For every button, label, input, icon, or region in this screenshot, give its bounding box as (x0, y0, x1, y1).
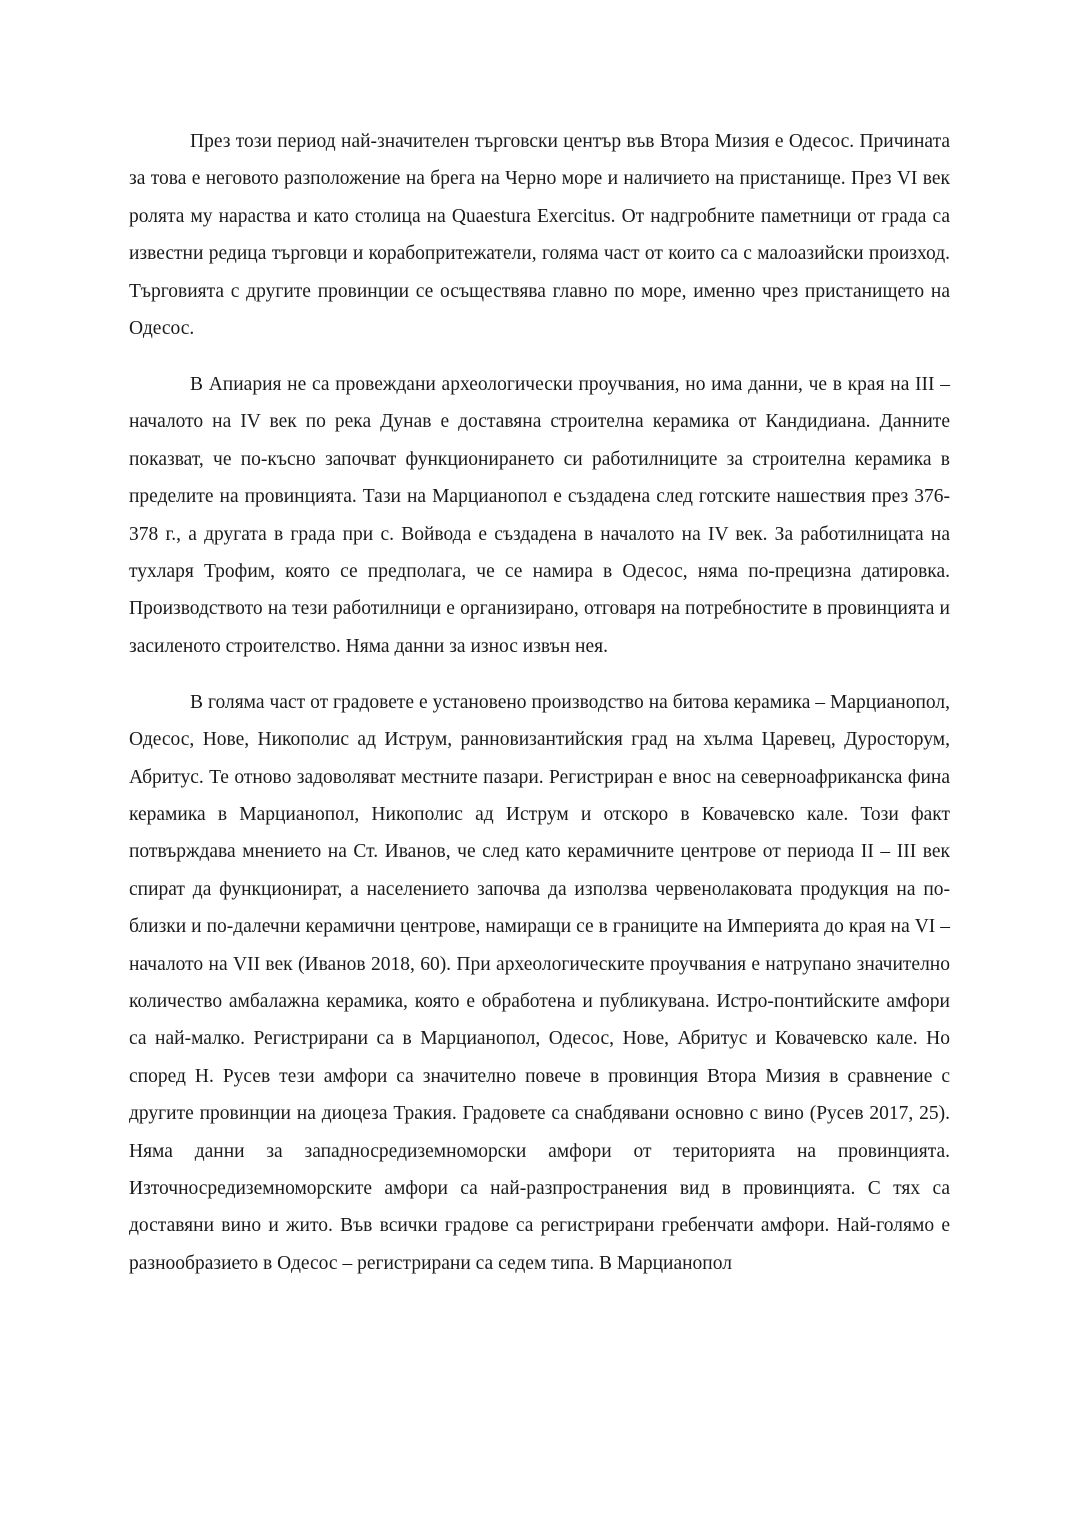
document-body (129, 123, 950, 1282)
paragraph-apiaria-ceramics: В Апиария не са провеждани археологически проучвания, но има данни, че в края на III – началото на IV век по река Дунав е доставяна строителна керамика от Кандидиана. Данните показват, че по-късно започват функционирането си работилниците за строителна керамика в пределите на провинцията. Тази на Марцианопол е създадена след готските нашествия през 376-378 г., а другата в града при с. Войвода е създадена в началото на IV век. За работилницата на тухларя Трофим, която се предполага, че се намира в Одесос, няма по-прецизна датировка. Производството на тези работилници е организирано, отговаря на потребностите в провинцията и засиленото строителство. Няма данни за износ извън нея. (129, 373, 950, 657)
paragraph-odessos-trade: През този период най-значителен търговски център във Втора Мизия е Одесос. Причината за това е неговото разположение на брега на Черно море и наличието на пристанище. През VI век ролята му нараства и като столица на Quaestura Exercitus. От надгробните паметници от града са известни редица търговци и корабопритежатели, голяма част от които са с малоазийски произход. Търговията с другите провинции се осъществява главно по море, именно чрез пристанището на Одесос. (129, 131, 950, 340)
paragraph-household-ceramics-amphorae: В голяма част от градовете е установено производство на битова керамика – Марцианопол, Одесос, Нове, Никополис ад Иструм, ранновизантийския град на хълма Царевец, Дуросторум, Абритус. Те отново задоволяват местните пазари. Регистриран е внос на северноафриканска фина керамика в Марцианопол, Никополис ад Иструм и отскоро в Ковачевско кале. Този факт потвърждава мнението на Ст. Иванов, че след като керамичните центрове от периода II – III век спират да функционират, а населението започва да използва червенолаковата продукция на по-близки и по-далечни керамични центрове, намиращи се в границите на Империята до края на VI – началото на VII век (Иванов 2018, 60). При археологическите проучвания е натрупано значително количество амбалажна керамика, която е обработена и публикувана. Истро-понтийските амфори са най-малко. Регистрирани са в Марцианопол, Одесос, Нове, Абритус и Ковачевско кале. Но според Н. Русев тези амфори са значително повече в провинция Втора Мизия в сравнение с другите провинции на диоцеза Тракия. Градовете са снабдявани основно с вино (Русев 2017, 25). Няма данни за западносредиземноморски амфори от територията на провинцията. Източносредиземноморските амфори са най-разпространения вид в провинцията. С тях са доставяни вино и жито. Във всички градове са регистрирани гребенчати амфори. Най-голямо е разнообразието в Одесос – регистрирани са седем типа. В Марцианопол (129, 691, 950, 1274)
